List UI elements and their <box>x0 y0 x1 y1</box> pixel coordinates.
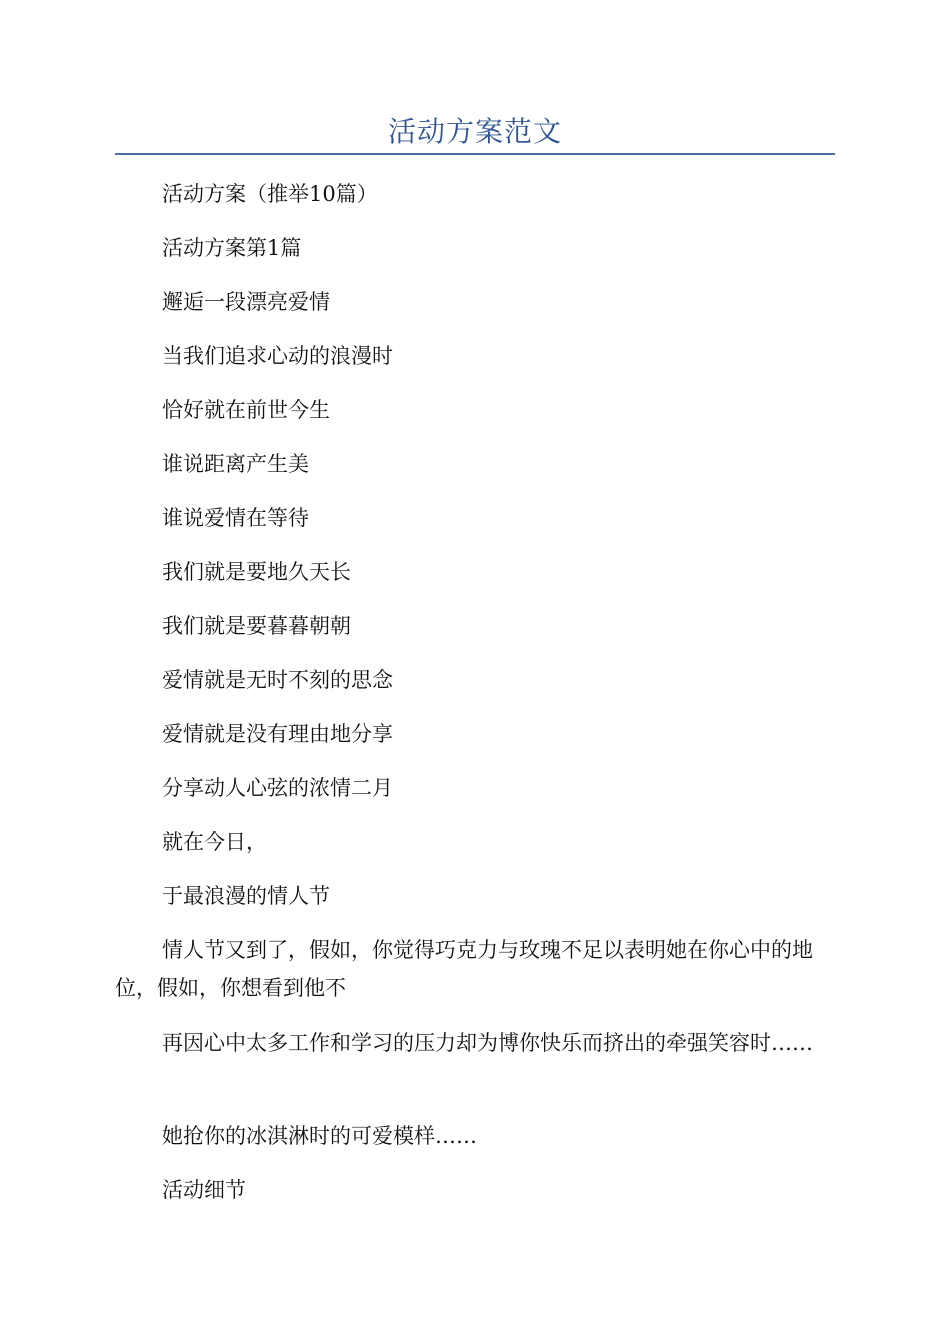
paragraph: 活动方案第1篇 <box>162 236 302 260</box>
paragraph: 活动细节 <box>162 1178 246 1202</box>
paragraph: 于最浪漫的情人节 <box>162 884 330 908</box>
title-underline <box>115 153 835 155</box>
paragraph: 谁说距离产生美 <box>162 452 309 476</box>
paragraph: 恰好就在前世今生 <box>162 398 330 422</box>
paragraph: 爱情就是无时不刻的思念 <box>162 668 393 692</box>
document-title: 活动方案范文 <box>387 115 562 148</box>
paragraph: 再因心中太多工作和学习的压力却为博你快乐而挤出的牵强笑容时…… <box>162 1031 813 1055</box>
paragraph: 活动方案（推举10篇） <box>162 182 378 206</box>
paragraph: 情人节又到了，假如，你觉得巧克力与玫瑰不足以表明她在你心中的地位，假如，你想看到他不 <box>115 938 813 1000</box>
paragraph: 就在今日， <box>162 830 267 854</box>
paragraph: 爱情就是没有理由地分享 <box>162 722 393 746</box>
paragraph: 当我们追求心动的浪漫时 <box>162 344 393 368</box>
paragraph: 谁说爱情在等待 <box>162 506 309 530</box>
paragraph: 分享动人心弦的浓情二月 <box>162 776 393 800</box>
paragraph: 我们就是要暮暮朝朝 <box>162 614 351 638</box>
paragraph: 邂逅一段漂亮爱情 <box>162 290 330 314</box>
paragraph: 我们就是要地久天长 <box>162 560 351 584</box>
paragraph: 她抢你的冰淇淋时的可爱模样…… <box>162 1124 477 1148</box>
